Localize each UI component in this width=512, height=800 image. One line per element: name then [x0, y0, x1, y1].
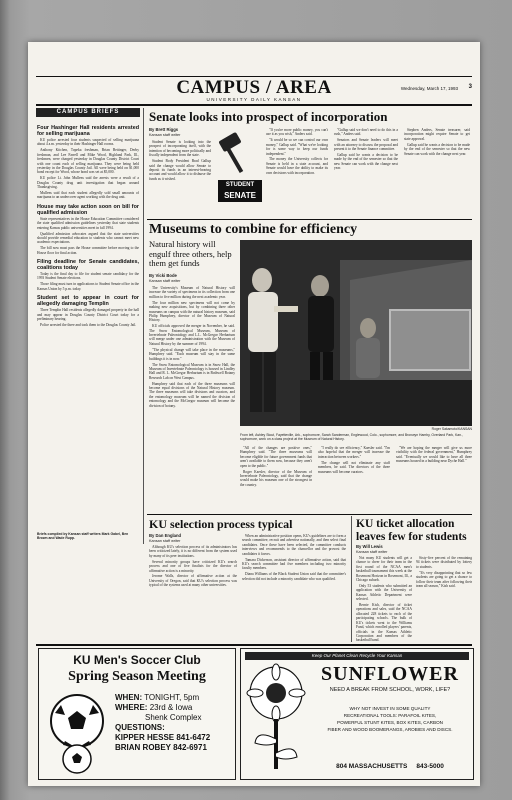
- incorporation-column-2: [266, 128, 328, 214]
- sunflower-address: 804 MASSACHUSETTS: [336, 763, 408, 770]
- soccer-ad-title: KU Men's Soccer Club: [73, 653, 201, 667]
- article-paragraph: Tamara Dickerson, assistant director of affirmative action, said that KU's search committee had five members including two minority faculty members.: [242, 557, 346, 571]
- incorporation-column-4: [404, 128, 470, 214]
- brief-paragraph: Mullens said that each student allegedly sold small amounts of marijuana to an undercover agent working with the drug unit.: [37, 190, 139, 200]
- article-paragraph: Several minority groups have criticized KU's search process and one of five finalists for the director of affirmative action is a minority.: [149, 559, 237, 573]
- photo-caption: From left, Ashley Stout, Fayetteville, Ark., sophomore, Sarah Sanderman, Englewood, Colo., sophomore, and Bronwyn Hamby, Overland Park, Kan., sophomore, work on a class project at the Museum of Natural History.: [240, 433, 463, 441]
- photo-credit: Roger Sakamoto/KANSAN: [431, 427, 472, 431]
- article-paragraph: Although KU's selection process of its administrators has been criticized lately, it is no different from the system used by many of its peer institutions.: [149, 545, 237, 558]
- contact-2: BRIAN ROBEY 842-6971: [115, 743, 207, 752]
- article-paragraph: "Gallup said we don't need to do this in a rush," Anders said.: [334, 128, 398, 137]
- article-paragraph: When an administrative position opens, KU's guidelines are to form a search committee, recruit and advertise nationally, and then select final candidates. Once these have been selected, the committee conducts interviews and recommends to the chancellor and the provost the candidates it favors.: [242, 534, 346, 556]
- brief-paragraph: Anthony Kitchen, Topeka freshman, Brian Bettinger, Derby freshman, and Lee Farrell and Mike Wood, Highland Park, Ill., freshmen, were charged yesterday in Douglas County District Court with one count each of selling marijuana. They were being held yesterday in the Douglas County Jail. All were being held on $1,000 bond except for Wood, whose bond was set at $5,000.: [37, 148, 139, 175]
- byline-name: By Brett Riggs: [149, 127, 179, 132]
- brief-paragraph: Police arrested the three and took them to the Douglas County Jail.: [40, 322, 137, 327]
- article-paragraph: Senators and Senate leaders will meet with an attorney to discuss the proposal and present it to the Senate finance committee.: [334, 138, 398, 152]
- brief-paragraph: Qualified admission advocates argued that the state universities should provide remedial education to students who cannot meet new academic expectations.: [37, 231, 139, 245]
- article-paragraph: The four million new specimens will not come by making new acquisitions, but by combining three other museums on campus with the natural history museum, said Philip Humphrey, director of the Museum of Natural History.: [149, 300, 235, 323]
- museums-column-4: [396, 446, 472, 512]
- ticket-byline: [356, 545, 416, 554]
- museums-byline: [149, 274, 229, 283]
- story-divider: [147, 219, 472, 220]
- museums-headline: Museums to combine for efficiency: [149, 222, 358, 237]
- museums-column-1: [149, 286, 235, 508]
- article-paragraph: "I really do see efficiency," Kaesler said. "I'm also hopeful that the merger will increase the interaction between workers.": [318, 446, 390, 459]
- brief-paragraph: Three Templin Hall residents allegedly damaged property in the hall and may appear in Douglas County District Court today for a preliminary hearing.: [37, 308, 139, 321]
- article-paragraph: "It would be so we can control our own money," Gallup said. "What we're looking for is some way to keep our funds independent.": [266, 138, 328, 156]
- incorporation-column-1: [149, 140, 211, 210]
- sunflower-tagline: NEED A BREAK FROM SCHOOL, WORK, LIFE?: [329, 687, 451, 693]
- incorporation-headline: Senate looks into prospect of incorporation: [149, 109, 388, 124]
- selection-column-1: [149, 545, 237, 639]
- questions-label: QUESTIONS:: [115, 723, 165, 732]
- article-paragraph: "The physical change will take place in the museums," Humphrey said. "Each museum will stay in the same buildings it is in now.": [149, 347, 235, 361]
- brief-paragraph: Those filing must turn in applications to Student Senate office in the Kansas Union by 5 p.m. today.: [37, 282, 139, 291]
- selection-column-2: [242, 534, 346, 639]
- ticket-column-2: [416, 556, 472, 640]
- logo-label-student: STUDENT: [218, 180, 262, 190]
- recycle-banner: Keep Our Planet Clean Recycle Your Kansan: [245, 652, 469, 660]
- masthead-bottom-rule: [36, 104, 472, 106]
- article-paragraph: Jerome Walls, director of affirmative action at the University of Oregon, said that KU's selection process was typical of the systems used at many other universities.: [149, 574, 237, 588]
- where-value: 23rd & Iowa: [149, 703, 193, 712]
- when-value: TONIGHT, 5pm: [144, 693, 200, 702]
- article-paragraph: Not many KU students will get a chance to cheer for their team in the first round of the NCAA men's basketball tournament this week at the Rosemont Horizon in Rosemont, Ill., a Chicago suburb.: [356, 556, 412, 583]
- byline-role: Kansan staff writer: [356, 549, 388, 554]
- museums-column-3: [318, 446, 390, 512]
- article-paragraph: "If you're more public money, you can't use it as you wish," Anders said.: [266, 128, 328, 137]
- ads-divider: [36, 644, 472, 646]
- article-paragraph: Student Body President Brad Gallup said the change would allow Senate to deposit its funds in an interest-bearing account and would allow it to disburse the funds as it wished.: [149, 159, 211, 181]
- article-paragraph: Stephen Anders, Senate treasurer, said incorporation might require Senate to get state approval.: [404, 128, 470, 141]
- soccer-ad-details: [115, 693, 233, 753]
- ticket-headline: KU ticket allocation leaves few for students: [356, 518, 467, 543]
- students-photo-illustration: [240, 240, 472, 426]
- logo-label-senate: SENATE: [218, 190, 262, 202]
- sunflower-phone: 843-5000: [416, 763, 444, 770]
- when-label: WHEN:: [115, 693, 143, 702]
- article-paragraph: The Snow Entomological Museum is in Snow Hall, the Museum of Invertebrate Paleontology is housed in Lindley Hall and R. L. McGregor Herbarium is in Bothwell Botany Research Lab on West Campus.: [149, 362, 235, 380]
- museums-column-2: [240, 446, 312, 512]
- sunflower-contact: [311, 763, 469, 770]
- brief-item: [37, 259, 139, 291]
- brief-headline: House may take action soon on bill for qualified admission: [37, 203, 139, 216]
- soccer-club-ad: [38, 648, 236, 780]
- byline-role: Kansan staff writer: [149, 538, 181, 543]
- brief-headline: Student set to appear in court for allegedly damaging Templin: [37, 295, 139, 308]
- museum-photo: [240, 240, 472, 426]
- selection-byline: [149, 534, 229, 543]
- article-paragraph: Only 53 students who submitted an application with the University of Kansas Athletic Department were selected.: [356, 583, 412, 602]
- brief-paragraph: State representatives in the House Education Committee considered the state qualified admission guidelines yesterday that state students entering Kansas public universities meet in fall 1994.: [37, 216, 139, 230]
- story-divider: [147, 514, 472, 515]
- brief-headline: Four Hashinger Hall residents arrested for selling marijuana: [37, 125, 139, 137]
- article-paragraph: The change will not eliminate any staff members, he said. The directors of the three museums will become curators.: [318, 460, 390, 474]
- article-paragraph: Gallup said he wants a decision to be made by the end of the semester so that the new Senate can work with the change next year.: [334, 153, 398, 171]
- article-paragraph: Sixty-five percent of the remaining 94 tickets were distributed by lottery to students.: [416, 556, 472, 569]
- where-value-2: Shenk Complex: [145, 713, 202, 722]
- brief-paragraph: The bill now must pass the House committee before moving to the House floor for final action.: [37, 246, 139, 255]
- article-paragraph: Student Senate is looking into the prospect of incorporating itself, with the intention of becoming more politically and fiscally independent from the state.: [149, 140, 211, 158]
- newspaper-page: [28, 42, 480, 786]
- product-line: POWERFUL STUNT KITES, BOX KITES, CARBON: [337, 720, 443, 725]
- article-paragraph: The money the University collects for Senate is held in a state account, and Senate would have the ability to make its own decisions with incorporation.: [266, 157, 328, 175]
- campus-briefs-tab: CAMPUS BRIEFS: [36, 108, 140, 117]
- article-paragraph: "It's very disappointing that so few students are going to get a chance to follow their team after following their team all season," Kish said.: [416, 570, 472, 588]
- article-paragraph: Humphrey said that each of the three museums will become equal divisions of the Natural History museum. The three museums will take divisions and curators, and the entomology museum will be named the division of entomology and the McGregor museum will become the division of botany.: [149, 381, 235, 408]
- article-paragraph: Bernie Kish, director of ticket operations and sales, said the NCAA allocated 228 tickets to each of the participating schools. The bulk of KU's tickets went to the Williams Fund, which enrolled players' parents, officials in the Kansas Athletic Corporation and members of the basketball band.: [356, 603, 412, 643]
- column-divider: [351, 516, 352, 642]
- soccer-ball-icon: [47, 691, 107, 775]
- sunflower-icon: [247, 663, 305, 773]
- article-paragraph: Roger Kaesler, director of the Museum of Invertebrate Paleontology, said that the change would make his museum one of the strongest in the country.: [240, 469, 312, 487]
- where-label: WHERE:: [115, 703, 148, 712]
- brief-item: [37, 295, 139, 327]
- article-paragraph: Diana Williams of the Black Student Union said that the committee's selection did not include a minority candidate who was qualified.: [242, 572, 346, 581]
- ticket-column-1: [356, 556, 412, 643]
- student-senate-logo: [214, 130, 262, 208]
- gavel-icon: [214, 130, 262, 180]
- briefs-credit: Briefs compiled by Kansan staff writers Mark Gabel, Ben Brown and Wade Rupp.: [37, 532, 129, 540]
- product-line: WHY NOT INVEST IN SOME QUALITY: [349, 706, 431, 711]
- column-divider: [143, 108, 144, 544]
- byline-role: Kansan staff writer: [149, 132, 181, 137]
- brief-item: [37, 204, 139, 255]
- sunflower-brand: SUNFLOWER: [321, 663, 459, 685]
- page-number: 3: [468, 84, 472, 90]
- incorporation-byline: [149, 128, 209, 137]
- paper-name: UNIVERSITY DAILY KANSAN: [206, 97, 302, 102]
- article-paragraph: "We are hoping the merger will give us more visibility with the federal government," Humphrey said. "Eventually we would like to have all three museums housed in a building near Dyche Hall.": [396, 446, 472, 464]
- brief-item: [37, 125, 139, 200]
- contact-1: KIPPER HESSE 841-6472: [115, 733, 211, 742]
- brief-paragraph: KU police arrested four students suspected of selling marijuana about 4 a.m. yesterday in their Hashinger Hall rooms.: [37, 138, 139, 147]
- sunflower-ad: [240, 648, 474, 780]
- dateline: Wednesday, March 17, 1993: [400, 86, 458, 91]
- campus-briefs-column: [37, 121, 139, 529]
- byline-name: By Will Lewis: [356, 544, 383, 549]
- article-paragraph: "All of the changes are positive ones," Humphrey said. "The three museums will become eligible for future government funds that aren't available to them now, because they aren't open to the public.": [240, 446, 312, 468]
- brief-paragraph: KU police Lt. John Mullens said the arrests were a result of a Douglas County drug unit investigation that began around Thanksgiving.: [37, 176, 139, 190]
- brief-paragraph: Today is the final day to file for student senate candidacy for the 1993 Student Senate elections.: [37, 272, 139, 281]
- product-line: RECREATIONAL TOOLS: PARAFOIL KITES,: [343, 713, 437, 718]
- soccer-ad-subtitle: Spring Season Meeting: [68, 669, 206, 684]
- section-title: CAMPUS / AREA: [176, 77, 332, 98]
- byline-name: By Vicki Bode: [149, 273, 177, 278]
- selection-headline: KU selection process typical: [149, 517, 293, 531]
- product-line: FIBER AND WOOD BOOMERANGS, AROBIES AND DISCS.: [327, 727, 453, 732]
- brief-headline: Filing deadline for Senate candidates, coalitions today: [37, 259, 139, 272]
- article-paragraph: KU officials approved the merger in November, he said. The Snow Entomological Museum, Museum of Invertebrate Paleontology and L.L. McGregor Herbarium will merge under one administration with the Museum of Natural History by the summer of 1994.: [149, 324, 235, 346]
- sunflower-product-list: [311, 705, 469, 733]
- article-paragraph: Gallup said he wants a decision to be made by the end of the semester so that the new Senate can work with the change next year.: [404, 142, 470, 156]
- article-paragraph: The University's Museum of Natural History will increase the variety of specimens in its collection from one million to five million during the next academic year.: [149, 286, 235, 299]
- incorporation-column-3: [334, 128, 398, 214]
- byline-role: Kansan staff writer: [149, 278, 181, 283]
- museums-deck: Natural history will engulf three others, help them get funds: [149, 239, 232, 268]
- byline-name: By Dan England: [149, 533, 182, 538]
